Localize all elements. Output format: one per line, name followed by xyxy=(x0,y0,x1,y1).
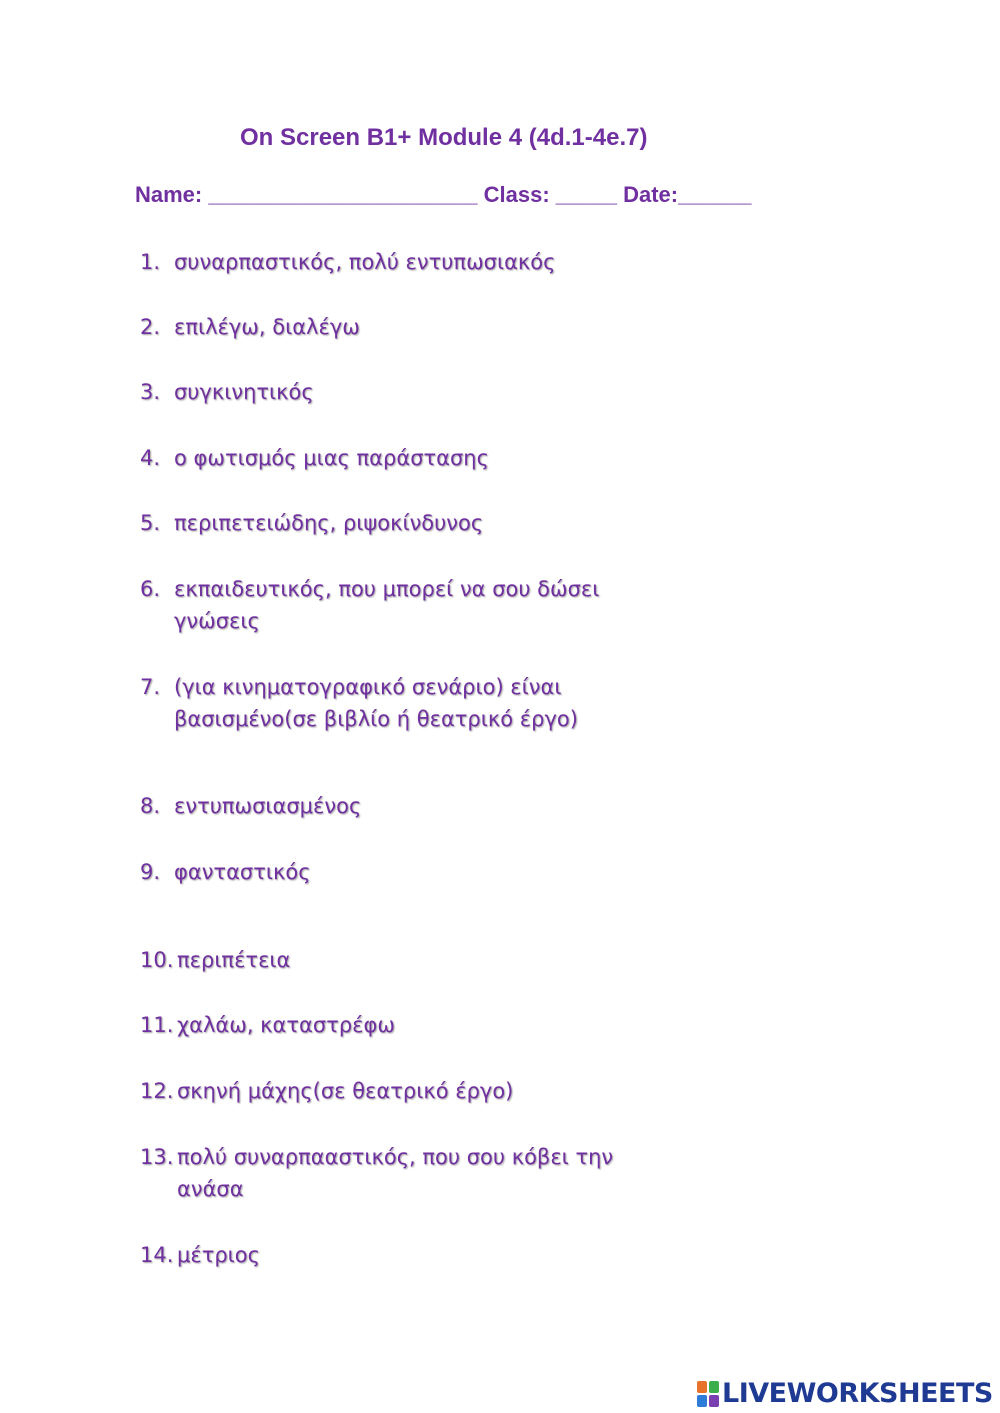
item-text-line: βασισμένο(σε βιβλίο ή θεατρικό έργο) xyxy=(174,707,578,731)
item-number: 9. xyxy=(140,860,161,884)
item-text-line: εντυπωσιασμένος xyxy=(174,794,362,818)
list-item xyxy=(140,573,680,637)
worksheet-title: On Screen B1+ Module 4 (4d.1-4e.7) xyxy=(240,124,648,151)
item-number: 12. xyxy=(140,1079,174,1103)
item-text xyxy=(174,442,680,474)
item-text-line: ο φωτισμός μιας παράστασης xyxy=(174,446,489,470)
list-item xyxy=(140,507,680,539)
list-item xyxy=(140,790,680,822)
list-item xyxy=(140,1009,680,1041)
item-number: 4. xyxy=(140,446,161,470)
liveworksheets-mark-icon xyxy=(697,1381,719,1407)
list-item xyxy=(140,311,680,343)
item-text xyxy=(174,671,680,735)
list-item xyxy=(140,1075,680,1107)
liveworksheets-logo xyxy=(697,1378,993,1409)
item-text-line: πολύ συναρπααστικός, που σου κόβει την xyxy=(177,1145,614,1169)
item-text-line: γνώσεις xyxy=(174,609,260,633)
item-text-line: ανάσα xyxy=(177,1177,244,1201)
item-number: 10. xyxy=(140,948,174,972)
item-text-line: σκηνή μάχης(σε θεατρικό έργο) xyxy=(177,1079,514,1103)
student-info-line: Name: ______________________ Class: _____ Date:______ xyxy=(135,182,752,207)
liveworksheets-wordmark: LIVEWORKSHEETS xyxy=(722,1378,993,1409)
item-text xyxy=(174,856,680,888)
list-item xyxy=(140,944,680,976)
item-number: 5. xyxy=(140,511,161,535)
item-text xyxy=(174,376,680,408)
item-number: 11. xyxy=(140,1013,174,1037)
item-text-line: χαλάω, καταστρέφω xyxy=(177,1013,395,1037)
item-text xyxy=(174,790,680,822)
item-number: 2. xyxy=(140,315,161,339)
item-text xyxy=(177,944,680,976)
item-text-line: συγκινητικός xyxy=(174,380,314,404)
list-item xyxy=(140,246,680,278)
list-item xyxy=(140,442,680,474)
item-text xyxy=(174,507,680,539)
item-number: 14. xyxy=(140,1243,174,1267)
list-item xyxy=(140,376,680,408)
item-text xyxy=(174,311,680,343)
list-item xyxy=(140,1141,680,1205)
item-text-line: επιλέγω, διαλέγω xyxy=(174,315,360,339)
item-text xyxy=(177,1141,680,1205)
item-text xyxy=(177,1009,680,1041)
item-number: 6. xyxy=(140,577,161,601)
item-text xyxy=(174,573,680,637)
list-item xyxy=(140,671,680,735)
item-text xyxy=(177,1239,680,1271)
item-text-line: εκπαιδευτικός, που μπορεί να σου δώσει xyxy=(174,577,600,601)
item-number: 7. xyxy=(140,675,161,699)
item-text-line: συναρπαστικός, πολύ εντυπωσιακός xyxy=(174,250,556,274)
item-text-line: (για κινηματογραφικό σενάριο) είναι xyxy=(174,675,562,699)
item-text xyxy=(174,246,680,278)
list-item xyxy=(140,856,680,888)
item-number: 13. xyxy=(140,1145,174,1169)
item-text-line: μέτριος xyxy=(177,1243,260,1267)
item-number: 3. xyxy=(140,380,161,404)
list-item xyxy=(140,1239,680,1271)
item-text-line: περιπετειώδης, ριψοκίνδυνος xyxy=(174,511,484,535)
item-text-line: περιπέτεια xyxy=(177,948,291,972)
item-number: 8. xyxy=(140,794,161,818)
item-text-line: φανταστικός xyxy=(174,860,311,884)
item-number: 1. xyxy=(140,250,161,274)
item-text xyxy=(177,1075,680,1107)
